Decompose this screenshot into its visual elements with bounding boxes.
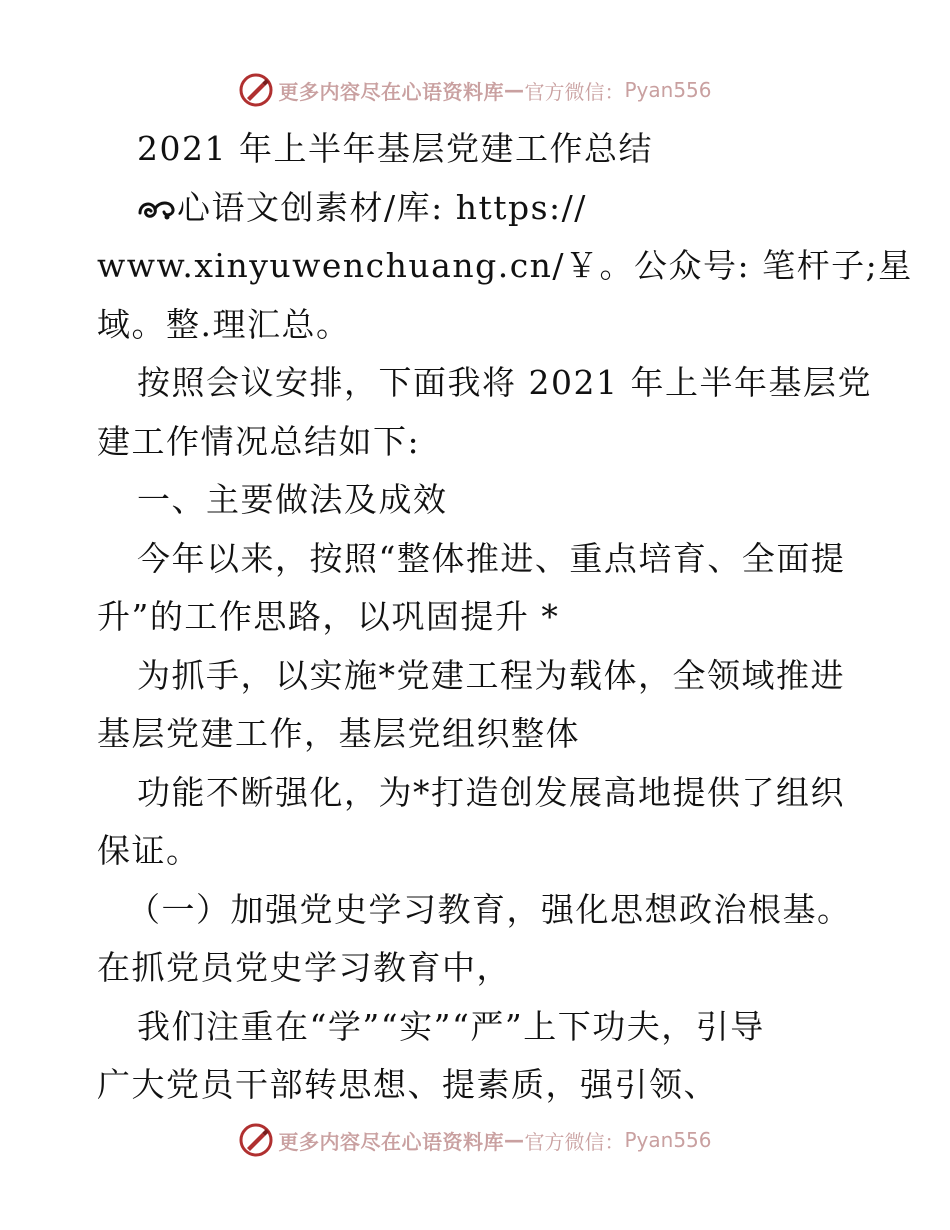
watermark-promo-text: 更多内容尽在心语资料库 [278,1129,504,1154]
document-line: 基层党建工作，基层党组织整体 [97,714,580,753]
document-line: 在抓党员党史学习教育中， [97,948,511,987]
watermark-handle: Pyan556 [624,1128,712,1152]
section-heading: 一、主要做法及成效 [137,480,448,519]
document-line: 域。整.理汇总。 [97,304,351,344]
document-line: 保证。 [97,831,201,870]
document-line: 升”的工作思路，以巩固提升 * [97,597,560,636]
watermark-banner-bottom [0,1120,950,1160]
document-line: 为抓手，以实施*党建工程为载体，全领域推进 [137,655,845,695]
document-line: 今年以来，按照“整体推进、重点培育、全面提 [137,538,846,578]
document-line: 广大党员干部转思想、提素质，强引领、 [97,1065,718,1104]
document-line-text: 心语文创素材/库: https:// [177,187,587,227]
document-line: 按照会议安排，下面我将 2021 年上半年基层党 [137,363,872,402]
watermark-wechat-label: 官方微信： [524,1129,625,1154]
watermark-separator: — [503,78,525,102]
document-line: 建工作情况总结如下: [97,421,421,461]
subsection-heading: （一）加强党史学习教育，强化思想政治根基。 [127,889,852,929]
watermark-banner-top [0,70,950,110]
document-body [97,120,913,1115]
document-line: www.xinyuwenchuang.cn/￥。公众号: 笔杆子;星 [97,246,913,285]
watermark-wechat-label: 官方微信： [524,79,625,104]
watermark-promo-text: 更多内容尽在心语资料库 [278,79,504,104]
document-line: 功能不断强化，为*打造创发展高地提供了组织 [137,772,845,812]
watermark-handle: Pyan556 [624,78,712,102]
document-line: 我们注重在“学”“实”“严”上下功夫，引导 [137,1006,765,1046]
swirl-ornament-icon [137,195,177,223]
watermark-separator: — [503,1128,525,1152]
pen-logo-icon [238,72,274,108]
document-line-source [97,179,857,238]
document-title: 2021 年上半年基层党建工作总结 [137,129,653,168]
pen-logo-icon [238,1122,274,1158]
